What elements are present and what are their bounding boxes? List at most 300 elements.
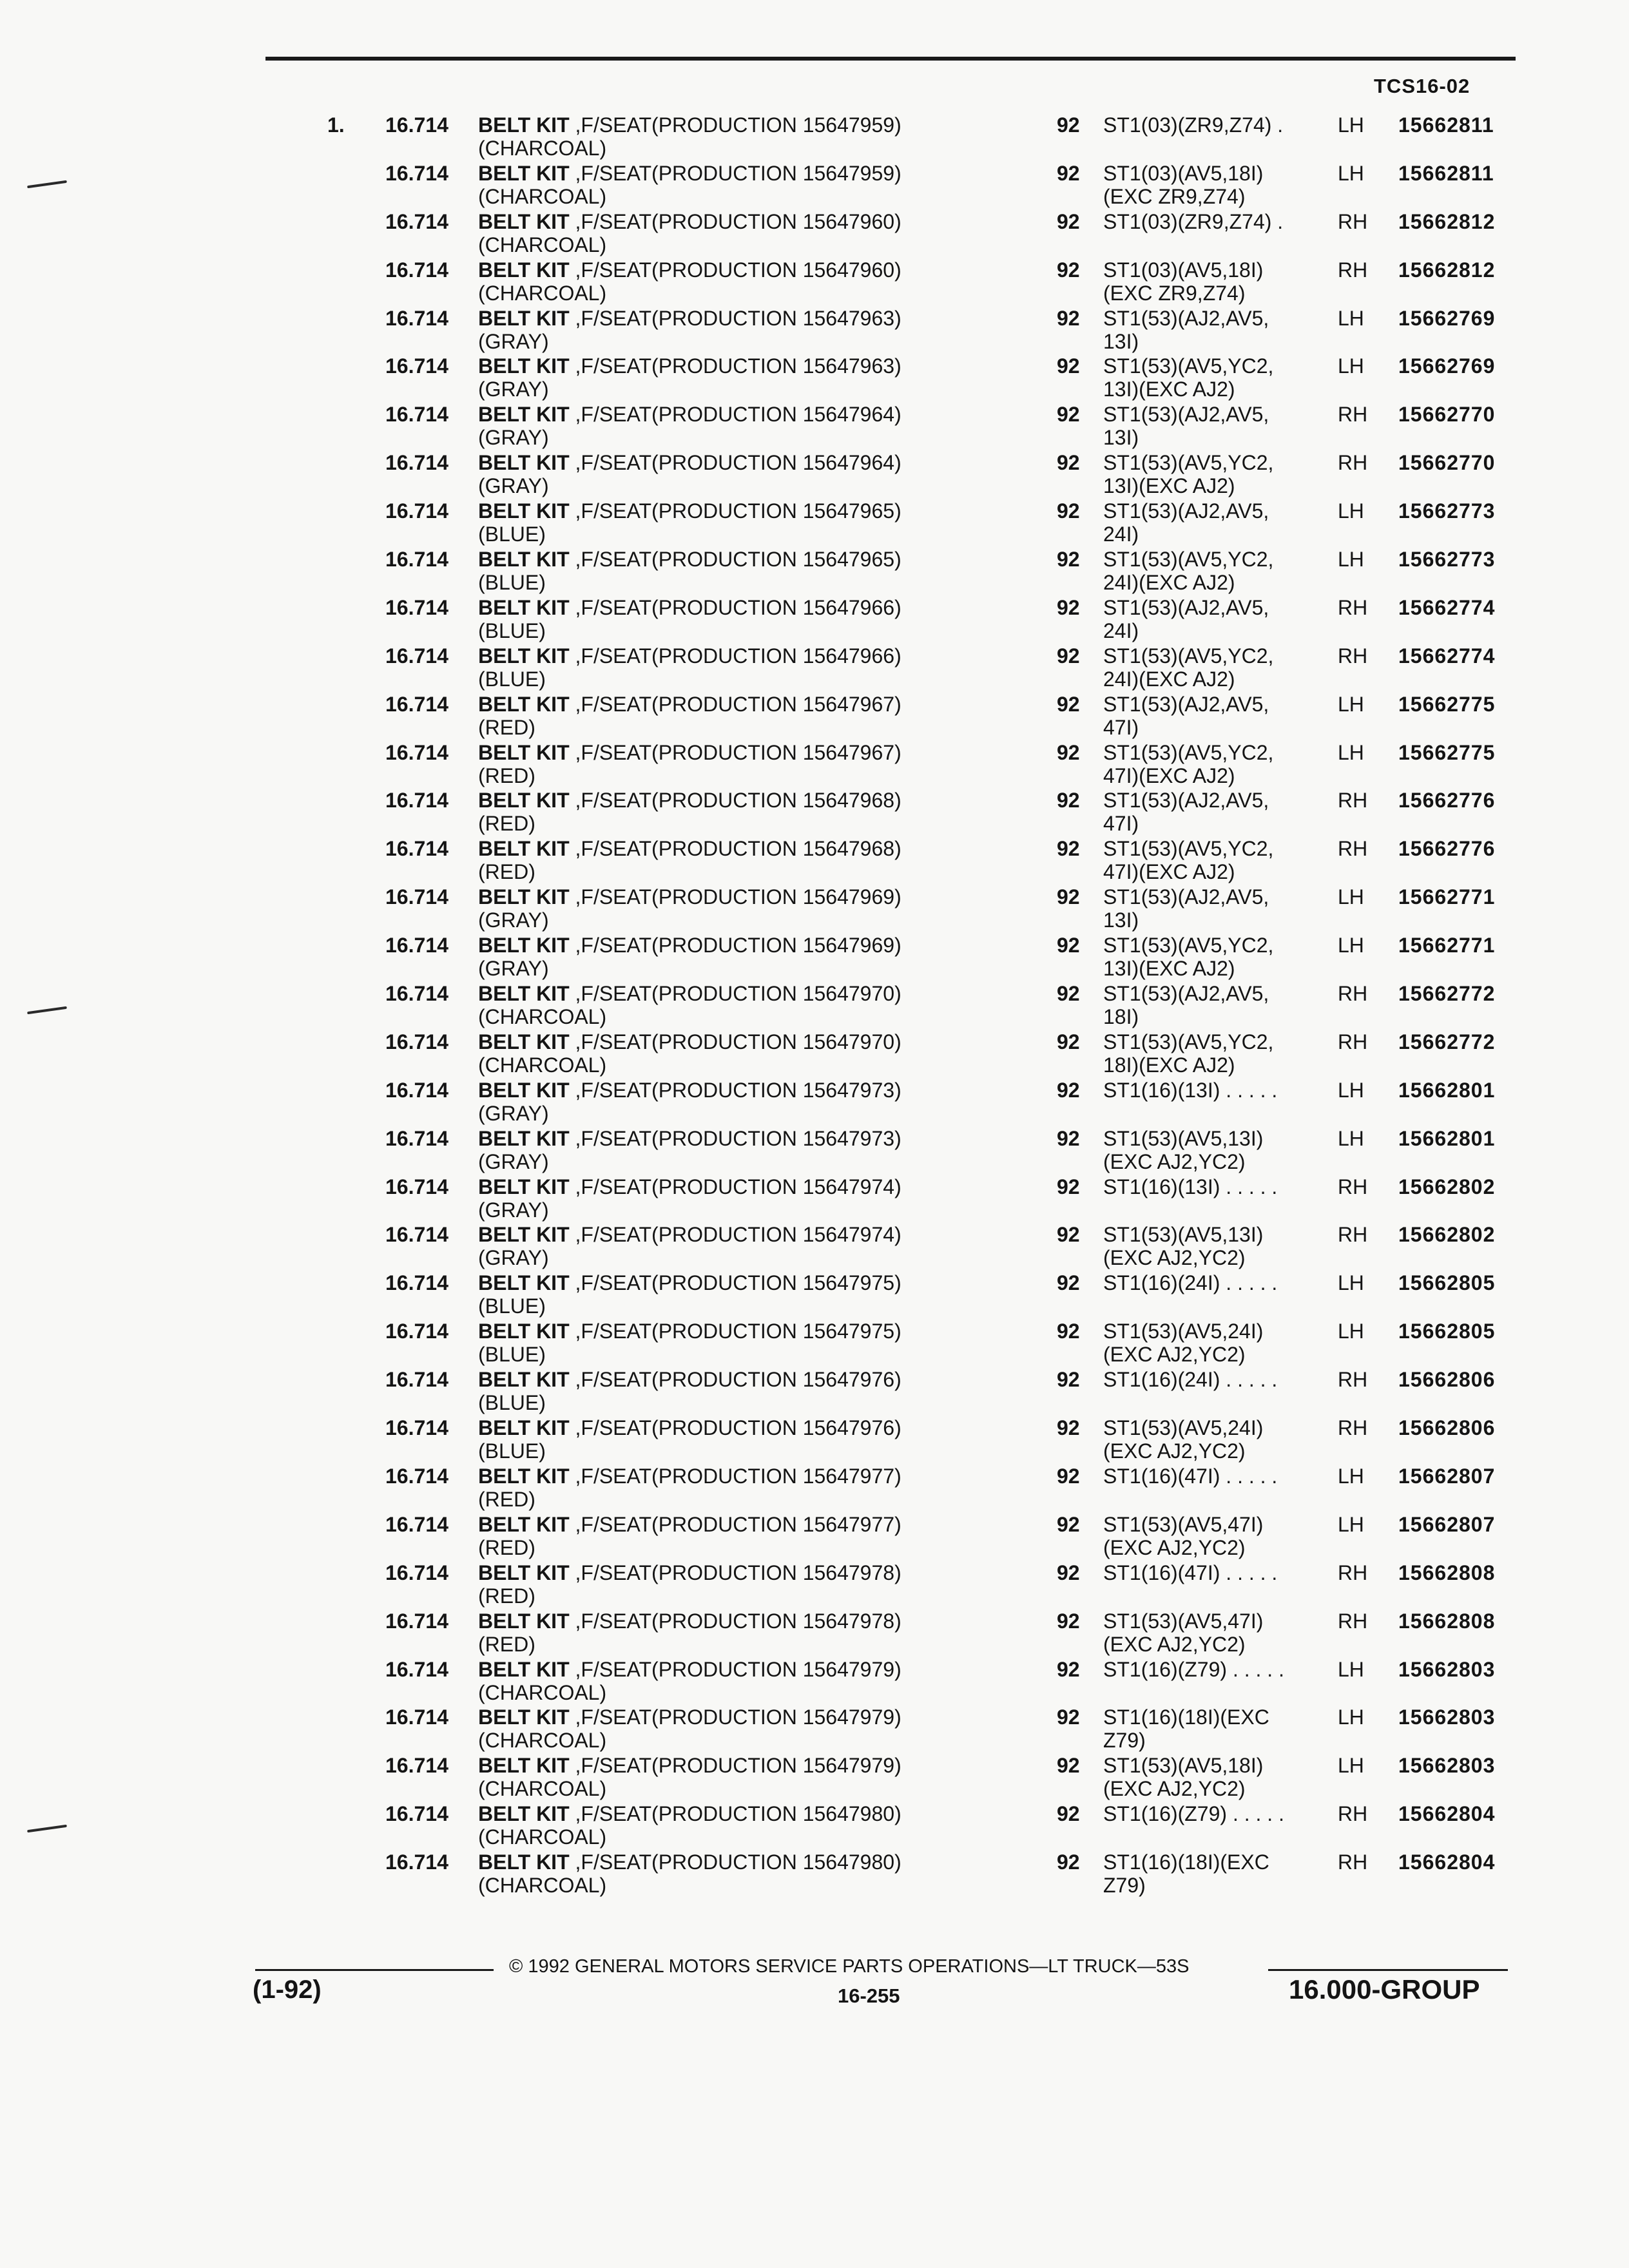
part-name: BELT KIT <box>478 1657 570 1681</box>
description-text: ,F/SEAT(PRODUCTION 15647960) <box>569 258 901 282</box>
description-color: (CHARCOAL) <box>478 1874 607 1898</box>
usage-line-1: ST1(03)(ZR9,Z74) . <box>1103 113 1284 137</box>
parts-list-entry <box>0 1658 1629 1706</box>
quantity: 92 <box>1057 644 1080 668</box>
usage-code <box>1103 1175 1277 1198</box>
footer-rule-right <box>1268 1969 1508 1971</box>
side: LH <box>1338 740 1364 764</box>
usage-line-1: ST1(53)(AJ2,AV5, <box>1103 403 1269 427</box>
description-text: ,F/SEAT(PRODUCTION 15647974) <box>569 1223 901 1247</box>
part-description <box>478 258 901 305</box>
quantity: 92 <box>1057 740 1080 764</box>
parts-list-entry <box>0 1513 1629 1561</box>
parts-list-entry <box>0 451 1629 499</box>
side: RH <box>1338 595 1368 619</box>
part-name: BELT KIT <box>478 548 570 572</box>
parts-list-entry <box>0 885 1629 934</box>
usage-code <box>1103 210 1283 233</box>
side: RH <box>1338 209 1368 233</box>
usage-line-1: ST1(03)(AV5,18I) <box>1103 258 1264 282</box>
parts-list-entry <box>0 1079 1629 1127</box>
quantity: 92 <box>1057 789 1080 812</box>
parts-list-entry <box>0 403 1629 451</box>
group-number: 16.714 <box>385 1126 448 1150</box>
group-label: 16.000-GROUP <box>1289 1974 1480 2004</box>
usage-line-1: ST1(53)(AV5,YC2, <box>1103 451 1274 475</box>
part-name: BELT KIT <box>478 403 570 427</box>
part-number: 15662774 <box>1398 644 1496 668</box>
side: RH <box>1338 403 1368 427</box>
usage-code <box>1103 162 1263 208</box>
parts-list-entry <box>0 1175 1629 1224</box>
description-text: ,F/SEAT(PRODUCTION 15647968) <box>569 789 901 812</box>
quantity: 92 <box>1057 1368 1080 1392</box>
parts-list-entry <box>0 1754 1629 1802</box>
part-number: 15662803 <box>1398 1657 1496 1681</box>
side: LH <box>1338 499 1364 523</box>
description-color: (BLUE) <box>478 1439 546 1463</box>
parts-list-entry <box>0 789 1629 837</box>
part-number: 15662770 <box>1398 451 1496 475</box>
part-description <box>478 1127 901 1173</box>
side: RH <box>1338 644 1368 668</box>
group-number: 16.714 <box>385 209 448 233</box>
group-number: 16.714 <box>385 1464 448 1488</box>
quantity: 92 <box>1057 1706 1080 1729</box>
parts-list-entry <box>0 1561 1629 1610</box>
description-color: (RED) <box>478 764 535 787</box>
part-name: BELT KIT <box>478 885 570 909</box>
part-description <box>478 307 901 353</box>
group-number: 16.714 <box>385 306 448 330</box>
description-color: (GRAY) <box>478 474 549 498</box>
part-number: 15662775 <box>1398 692 1496 716</box>
usage-line-2: 13I)(EXC AJ2) <box>1103 957 1235 981</box>
part-number: 15662804 <box>1398 1802 1496 1826</box>
usage-line-1: ST1(16)(18I)(EXC <box>1103 1850 1269 1874</box>
usage-line-2: 24I) <box>1103 523 1139 546</box>
usage-code <box>1103 789 1269 835</box>
description-color: (CHARCOAL) <box>478 184 607 208</box>
quantity: 92 <box>1057 1657 1080 1681</box>
group-number: 16.714 <box>385 1320 448 1343</box>
description-color: (CHARCOAL) <box>478 1005 607 1029</box>
usage-line-2: 13I)(EXC AJ2) <box>1103 378 1235 401</box>
description-text: ,F/SEAT(PRODUCTION 15647979) <box>569 1706 901 1729</box>
part-name: BELT KIT <box>478 1802 570 1826</box>
parts-list-entry <box>0 1416 1629 1465</box>
description-text: ,F/SEAT(PRODUCTION 15647980) <box>569 1850 901 1874</box>
part-number: 15662806 <box>1398 1368 1496 1392</box>
part-number: 15662802 <box>1398 1223 1496 1247</box>
usage-code <box>1103 1706 1269 1752</box>
side: LH <box>1338 548 1364 572</box>
quantity: 92 <box>1057 451 1080 475</box>
side: LH <box>1338 113 1364 137</box>
part-name: BELT KIT <box>478 982 570 1006</box>
parts-list-entry <box>0 837 1629 885</box>
description-color: (GRAY) <box>478 378 549 401</box>
usage-code <box>1103 1079 1277 1102</box>
part-name: BELT KIT <box>478 161 570 185</box>
part-name: BELT KIT <box>478 595 570 619</box>
part-number: 15662774 <box>1398 595 1496 619</box>
side: RH <box>1338 1850 1368 1874</box>
part-name: BELT KIT <box>478 1416 570 1440</box>
description-text: ,F/SEAT(PRODUCTION 15647970) <box>569 1030 901 1053</box>
description-color: (GRAY) <box>478 1246 549 1270</box>
part-name: BELT KIT <box>478 113 570 137</box>
side: RH <box>1338 789 1368 812</box>
part-description <box>478 1416 901 1463</box>
description-text: ,F/SEAT(PRODUCTION 15647977) <box>569 1464 901 1488</box>
part-number: 15662776 <box>1398 789 1496 812</box>
description-color: (CHARCOAL) <box>478 1680 607 1704</box>
part-name: BELT KIT <box>478 1223 570 1247</box>
side: LH <box>1338 885 1364 909</box>
part-description <box>478 1658 901 1704</box>
description-color: (BLUE) <box>478 667 546 691</box>
part-description <box>478 644 901 691</box>
description-color: (GRAY) <box>478 908 549 932</box>
usage-line-2: 47I)(EXC AJ2) <box>1103 860 1235 884</box>
usage-line-1: ST1(53)(AV5,YC2, <box>1103 354 1274 378</box>
quantity: 92 <box>1057 403 1080 427</box>
quantity: 92 <box>1057 1320 1080 1343</box>
description-text: ,F/SEAT(PRODUCTION 15647973) <box>569 1126 901 1150</box>
part-name: BELT KIT <box>478 837 570 861</box>
usage-code <box>1103 1658 1284 1681</box>
part-description <box>478 837 901 883</box>
part-name: BELT KIT <box>478 1368 570 1392</box>
description-color: (RED) <box>478 715 535 739</box>
part-description <box>478 548 901 594</box>
side: RH <box>1338 1368 1368 1392</box>
description-color: (BLUE) <box>478 1391 546 1415</box>
group-number: 16.714 <box>385 1754 448 1778</box>
parts-list-entry <box>0 1706 1629 1754</box>
part-number: 15662773 <box>1398 499 1496 523</box>
group-number: 16.714 <box>385 1078 448 1102</box>
footer-date: (1-92) <box>253 1975 322 2004</box>
quantity: 92 <box>1057 161 1080 185</box>
usage-code <box>1103 354 1273 401</box>
quantity: 92 <box>1057 934 1080 957</box>
part-number: 15662775 <box>1398 740 1496 764</box>
usage-line-1: ST1(16)(24I) . . . . . <box>1103 1368 1278 1392</box>
usage-line-1: ST1(53)(AJ2,AV5, <box>1103 692 1269 716</box>
group-number: 16.714 <box>385 740 448 764</box>
side: RH <box>1338 1609 1368 1633</box>
part-description <box>478 162 901 208</box>
parts-list-entry <box>0 1610 1629 1658</box>
side: LH <box>1338 1512 1364 1536</box>
usage-line-1: ST1(16)(13I) . . . . . <box>1103 1175 1278 1198</box>
part-description <box>478 789 901 835</box>
part-number: 15662769 <box>1398 354 1496 378</box>
part-name: BELT KIT <box>478 1320 570 1343</box>
quantity: 92 <box>1057 692 1080 716</box>
side: RH <box>1338 258 1368 282</box>
part-number: 15662803 <box>1398 1754 1496 1778</box>
usage-line-2: 24I) <box>1103 619 1139 642</box>
usage-line-2: (EXC AJ2,YC2) <box>1103 1246 1246 1270</box>
part-number: 15662770 <box>1398 403 1496 427</box>
group-number: 16.714 <box>385 1223 448 1247</box>
top-rule <box>265 57 1516 61</box>
quantity: 92 <box>1057 258 1080 282</box>
usage-line-2: 18I)(EXC AJ2) <box>1103 1053 1235 1077</box>
parts-list-entry <box>0 1802 1629 1850</box>
usage-line-2: (EXC AJ2,YC2) <box>1103 1777 1246 1801</box>
part-number: 15662807 <box>1398 1464 1496 1488</box>
quantity: 92 <box>1057 1175 1080 1198</box>
usage-line-1: ST1(16)(47I) . . . . . <box>1103 1561 1278 1584</box>
group-number: 16.714 <box>385 934 448 957</box>
description-color: (BLUE) <box>478 1294 546 1318</box>
usage-code <box>1103 548 1273 594</box>
part-description <box>478 1271 901 1318</box>
description-color: (RED) <box>478 1487 535 1511</box>
part-description <box>478 210 901 256</box>
usage-line-1: ST1(53)(AV5,YC2, <box>1103 934 1274 957</box>
description-color: (CHARCOAL) <box>478 1777 607 1801</box>
quantity: 92 <box>1057 1512 1080 1536</box>
usage-code <box>1103 1320 1263 1366</box>
group-number: 16.714 <box>385 1416 448 1440</box>
side: LH <box>1338 161 1364 185</box>
usage-line-1: ST1(53)(AV5,24I) <box>1103 1416 1264 1440</box>
usage-code <box>1103 693 1269 739</box>
part-description <box>478 934 901 980</box>
part-name: BELT KIT <box>478 1271 570 1295</box>
part-name: BELT KIT <box>478 306 570 330</box>
group-number: 16.714 <box>385 1271 448 1295</box>
part-number: 15662808 <box>1398 1561 1496 1584</box>
description-text: ,F/SEAT(PRODUCTION 15647973) <box>569 1078 901 1102</box>
page-number: 16-255 <box>838 1984 900 2007</box>
usage-line-1: ST1(53)(AV5,47I) <box>1103 1609 1264 1633</box>
usage-line-2: 24I)(EXC AJ2) <box>1103 667 1235 691</box>
usage-code <box>1103 307 1269 353</box>
usage-code <box>1103 1610 1263 1656</box>
group-number: 16.714 <box>385 113 448 137</box>
part-number: 15662801 <box>1398 1126 1496 1150</box>
description-color: (BLUE) <box>478 523 546 546</box>
usage-line-1: ST1(53)(AV5,13I) <box>1103 1126 1264 1150</box>
parts-list-entry <box>0 1320 1629 1368</box>
description-color: (BLUE) <box>478 571 546 595</box>
part-description <box>478 741 901 787</box>
side: RH <box>1338 451 1368 475</box>
group-number: 16.714 <box>385 258 448 282</box>
group-number: 16.714 <box>385 1561 448 1584</box>
description-text: ,F/SEAT(PRODUCTION 15647967) <box>569 740 901 764</box>
side: RH <box>1338 982 1368 1006</box>
quantity: 92 <box>1057 595 1080 619</box>
description-color: (GRAY) <box>478 426 549 450</box>
usage-line-2: (EXC AJ2,YC2) <box>1103 1632 1246 1656</box>
part-name: BELT KIT <box>478 499 570 523</box>
usage-code <box>1103 1465 1277 1488</box>
description-text: ,F/SEAT(PRODUCTION 15647976) <box>569 1416 901 1440</box>
side: LH <box>1338 1271 1364 1295</box>
usage-line-2: Z79) <box>1103 1874 1146 1898</box>
part-name: BELT KIT <box>478 1126 570 1150</box>
part-name: BELT KIT <box>478 1850 570 1874</box>
part-name: BELT KIT <box>478 258 570 282</box>
usage-line-1: ST1(16)(13I) . . . . . <box>1103 1078 1278 1102</box>
part-name: BELT KIT <box>478 934 570 957</box>
description-color: (RED) <box>478 860 535 884</box>
usage-line-1: ST1(53)(AV5,18I) <box>1103 1754 1264 1778</box>
usage-code <box>1103 113 1283 137</box>
usage-code <box>1103 1127 1263 1173</box>
usage-line-2: 13I) <box>1103 908 1139 932</box>
part-description <box>478 451 901 497</box>
side: RH <box>1338 1223 1368 1247</box>
group-number: 16.714 <box>385 1175 448 1198</box>
side: RH <box>1338 1416 1368 1440</box>
usage-code <box>1103 499 1269 546</box>
description-color: (GRAY) <box>478 1101 549 1125</box>
usage-line-1: ST1(53)(AV5,YC2, <box>1103 548 1274 572</box>
part-description <box>478 1175 901 1222</box>
part-number: 15662806 <box>1398 1416 1496 1440</box>
parts-list-entry <box>0 982 1629 1030</box>
group-number: 16.714 <box>385 403 448 427</box>
parts-list-entry <box>0 499 1629 548</box>
part-number: 15662772 <box>1398 1030 1496 1053</box>
usage-code <box>1103 1416 1263 1463</box>
description-color: (CHARCOAL) <box>478 233 607 256</box>
quantity: 92 <box>1057 1850 1080 1874</box>
description-color: (BLUE) <box>478 1343 546 1367</box>
description-text: ,F/SEAT(PRODUCTION 15647963) <box>569 306 901 330</box>
part-name: BELT KIT <box>478 451 570 475</box>
group-number: 16.714 <box>385 885 448 909</box>
description-color: (RED) <box>478 812 535 836</box>
side: LH <box>1338 934 1364 957</box>
usage-line-2: 13I)(EXC AJ2) <box>1103 474 1235 498</box>
description-color: (GRAY) <box>478 957 549 981</box>
usage-line-2: 47I) <box>1103 715 1139 739</box>
side: RH <box>1338 1030 1368 1053</box>
usage-line-1: ST1(16)(18I)(EXC <box>1103 1706 1269 1729</box>
part-description <box>478 596 901 642</box>
usage-line-1: ST1(53)(AJ2,AV5, <box>1103 595 1269 619</box>
description-color: (CHARCOAL) <box>478 137 607 160</box>
parts-list-entry <box>0 162 1629 210</box>
parts-list <box>0 113 1629 1899</box>
part-number: 15662772 <box>1398 982 1496 1006</box>
usage-line-1: ST1(53)(AJ2,AV5, <box>1103 306 1269 330</box>
part-name: BELT KIT <box>478 354 570 378</box>
side: LH <box>1338 1706 1364 1729</box>
part-description <box>478 113 901 160</box>
group-number: 16.714 <box>385 548 448 572</box>
group-number: 16.714 <box>385 837 448 861</box>
usage-line-2: (EXC AJ2,YC2) <box>1103 1439 1246 1463</box>
group-number: 16.714 <box>385 451 448 475</box>
usage-line-2: 24I)(EXC AJ2) <box>1103 571 1235 595</box>
description-text: ,F/SEAT(PRODUCTION 15647963) <box>569 354 901 378</box>
part-description <box>478 1465 901 1511</box>
description-text: ,F/SEAT(PRODUCTION 15647976) <box>569 1368 901 1392</box>
part-name: BELT KIT <box>478 1175 570 1198</box>
usage-line-2: 13I) <box>1103 426 1139 450</box>
parts-list-entry <box>0 1850 1629 1899</box>
quantity: 92 <box>1057 1464 1080 1488</box>
part-description <box>478 693 901 739</box>
usage-line-1: ST1(53)(AJ2,AV5, <box>1103 982 1269 1006</box>
description-color: (CHARCOAL) <box>478 281 607 305</box>
parts-list-entry <box>0 741 1629 789</box>
group-number: 16.714 <box>385 1512 448 1536</box>
description-text: ,F/SEAT(PRODUCTION 15647966) <box>569 595 901 619</box>
part-description <box>478 885 901 932</box>
description-text: ,F/SEAT(PRODUCTION 15647960) <box>569 209 901 233</box>
usage-line-1: ST1(53)(AJ2,AV5, <box>1103 885 1269 909</box>
usage-code <box>1103 934 1273 980</box>
part-name: BELT KIT <box>478 1030 570 1053</box>
part-number: 15662811 <box>1398 113 1494 137</box>
usage-code <box>1103 885 1269 932</box>
usage-line-1: ST1(53)(AJ2,AV5, <box>1103 499 1269 523</box>
description-color: (CHARCOAL) <box>478 1729 607 1753</box>
description-color: (GRAY) <box>478 1149 549 1173</box>
description-text: ,F/SEAT(PRODUCTION 15647978) <box>569 1609 901 1633</box>
usage-code <box>1103 1271 1277 1294</box>
parts-list-entry <box>0 1223 1629 1271</box>
part-description <box>478 982 901 1028</box>
usage-line-1: ST1(16)(47I) . . . . . <box>1103 1464 1278 1488</box>
group-number: 16.714 <box>385 1657 448 1681</box>
description-text: ,F/SEAT(PRODUCTION 15647964) <box>569 451 901 475</box>
part-name: BELT KIT <box>478 1078 570 1102</box>
usage-line-1: ST1(53)(AV5,YC2, <box>1103 644 1274 668</box>
part-description <box>478 499 901 546</box>
description-text: ,F/SEAT(PRODUCTION 15647974) <box>569 1175 901 1198</box>
usage-code <box>1103 1513 1263 1559</box>
description-text: ,F/SEAT(PRODUCTION 15647980) <box>569 1802 901 1826</box>
usage-line-1: ST1(53)(AV5,24I) <box>1103 1320 1264 1343</box>
quantity: 92 <box>1057 1223 1080 1247</box>
group-number: 16.714 <box>385 982 448 1006</box>
description-text: ,F/SEAT(PRODUCTION 15647959) <box>569 113 901 137</box>
part-name: BELT KIT <box>478 644 570 668</box>
part-number: 15662801 <box>1398 1078 1496 1102</box>
side: RH <box>1338 837 1368 861</box>
usage-code <box>1103 1754 1263 1800</box>
quantity: 92 <box>1057 209 1080 233</box>
quantity: 92 <box>1057 1271 1080 1295</box>
usage-line-1: ST1(16)(Z79) . . . . . <box>1103 1657 1284 1681</box>
usage-code <box>1103 403 1269 449</box>
part-number: 15662808 <box>1398 1609 1496 1633</box>
usage-code <box>1103 644 1273 691</box>
usage-line-2: (EXC AJ2,YC2) <box>1103 1535 1246 1559</box>
item-number: 1. <box>327 113 345 137</box>
description-text: ,F/SEAT(PRODUCTION 15647977) <box>569 1512 901 1536</box>
parts-list-entry <box>0 644 1629 693</box>
group-number: 16.714 <box>385 1609 448 1633</box>
parts-list-entry <box>0 1271 1629 1320</box>
usage-code <box>1103 1223 1263 1269</box>
side: RH <box>1338 1561 1368 1584</box>
side: LH <box>1338 306 1364 330</box>
part-name: BELT KIT <box>478 1464 570 1488</box>
